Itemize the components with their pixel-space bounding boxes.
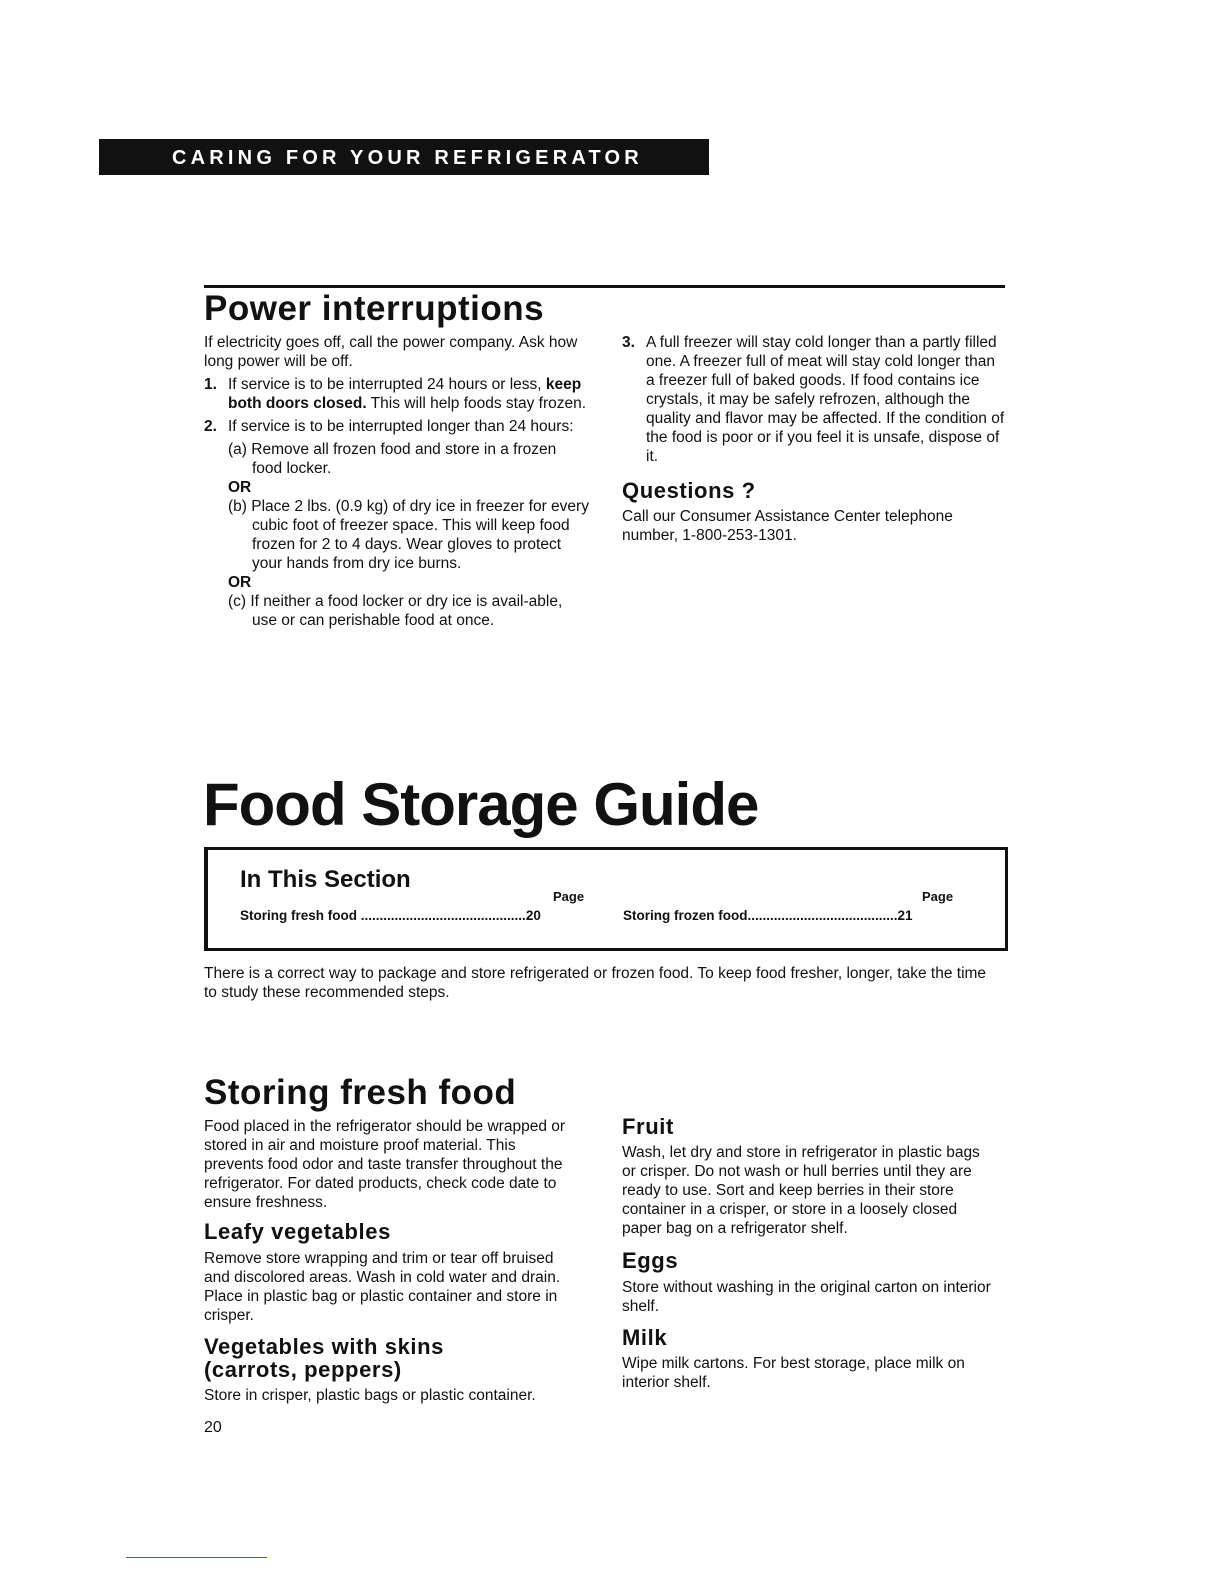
questions-heading: Questions ?	[622, 478, 756, 503]
heading-line: Vegetables with skins	[204, 1334, 445, 1359]
item-number: 2.	[204, 418, 217, 435]
fresh-intro: Food placed in the refrigerator should be wrapped or stored in air and moisture proof material. This prevents food odor and taste transfer throughout the refrigerator. For dated products, check code date to ensure freshness.	[204, 1118, 566, 1211]
fruit-heading: Fruit	[622, 1114, 674, 1139]
power-item-2a: (a) Remove all frozen food and store in a frozen food locker.	[228, 441, 557, 477]
power-item-2	[204, 417, 589, 436]
page-column-label: Page	[922, 889, 954, 904]
or-separator: OR	[228, 479, 252, 496]
toc-entry-frozen[interactable]	[623, 908, 913, 923]
item-text: If service is to be interrupted 24 hours or less,	[228, 376, 546, 393]
toc-leader: ............................................	[360, 908, 526, 923]
milk-heading: Milk	[622, 1325, 668, 1350]
section-rule	[204, 285, 1005, 288]
in-this-section-title: In This Section	[240, 866, 411, 893]
item-number: 1.	[204, 376, 217, 393]
vegetables-with-skins-text: Store in crisper, plastic bags or plastic container.	[204, 1387, 536, 1404]
toc-page: 21	[897, 908, 913, 923]
page-column-label: Page	[553, 889, 585, 904]
footer-rule	[126, 1557, 267, 1558]
guide-intro: There is a correct way to package and store refrigerated or frozen food. To keep food fresher, longer, take the time to study these recommended steps.	[204, 965, 987, 1001]
power-interruptions-heading: Power interruptions	[204, 289, 545, 328]
page-number: 20	[204, 1419, 222, 1436]
leafy-vegetables-heading: Leafy vegetables	[204, 1219, 391, 1244]
item-text: If service is to be interrupted longer than 24 hours:	[228, 418, 574, 435]
section-banner-label: CARING FOR YOUR REFRIGERATOR	[172, 147, 643, 169]
section-banner	[99, 139, 709, 175]
leafy-vegetables-text: Remove store wrapping and trim or tear off bruised and discolored areas. Wash in cold water and drain. Place in plastic bag or plastic container and store in crisper.	[204, 1250, 561, 1324]
page-title: Food Storage Guide	[203, 771, 759, 838]
power-right-column	[622, 333, 1007, 470]
toc-label: Storing frozen food	[623, 908, 748, 923]
item-text: This will help foods stay frozen.	[366, 395, 587, 412]
fruit-text: Wash, let dry and store in refrigerator in plastic bags or crisper. Do not wash or hull berries until they are ready to use. Sort and keep berries in their store container in a crisper, or store in a loosely closed paper bag on a refrigerator shelf.	[622, 1144, 980, 1237]
toc-page: 20	[525, 908, 541, 923]
toc-label: Storing fresh food	[240, 908, 357, 923]
vegetables-with-skins-heading	[204, 1335, 444, 1381]
item-emphasis: keep both doors closed.	[228, 376, 582, 412]
power-item-1	[204, 375, 589, 413]
milk-text: Wipe milk cartons. For best storage, place milk on interior shelf.	[622, 1355, 965, 1391]
eggs-text: Store without washing in the original carton on interior shelf.	[622, 1279, 991, 1315]
power-item-2c: (c) If neither a food locker or dry ice is avail-able, use or can perishable food at once.	[228, 593, 563, 629]
heading-line: (carrots, peppers)	[204, 1357, 402, 1382]
item-text: A full freezer will stay cold longer than a partly filled one. A freezer full of meat will stay cold longer than a freezer full of baked goods. If food contains ice crystals, it may be safely refrozen, although the quality and flavor may be affected. If the condition of the food is poor or if you feel it is unsafe, dispose of it.	[646, 334, 1005, 465]
or-separator: OR	[228, 574, 252, 591]
power-item-3	[622, 333, 1007, 466]
power-intro: If electricity goes off, call the power company. Ask how long power will be off.	[204, 334, 578, 370]
power-left-column	[204, 333, 589, 630]
toc-leader: ........................................	[747, 908, 898, 923]
toc-entry-fresh[interactable]	[240, 908, 541, 923]
in-this-section-box	[204, 847, 1008, 951]
eggs-heading: Eggs	[622, 1248, 679, 1273]
item-number: 3.	[622, 334, 635, 351]
power-item-2b: (b) Place 2 lbs. (0.9 kg) of dry ice in freezer for every cubic foot of freezer space. This will keep food frozen for 2 to 4 days. Wear gloves to protect your hands from dry ice burns.	[228, 498, 589, 572]
questions-text: Call our Consumer Assistance Center telephone number, 1-800-253-1301.	[622, 508, 953, 544]
storing-fresh-food-heading: Storing fresh food	[204, 1073, 517, 1112]
